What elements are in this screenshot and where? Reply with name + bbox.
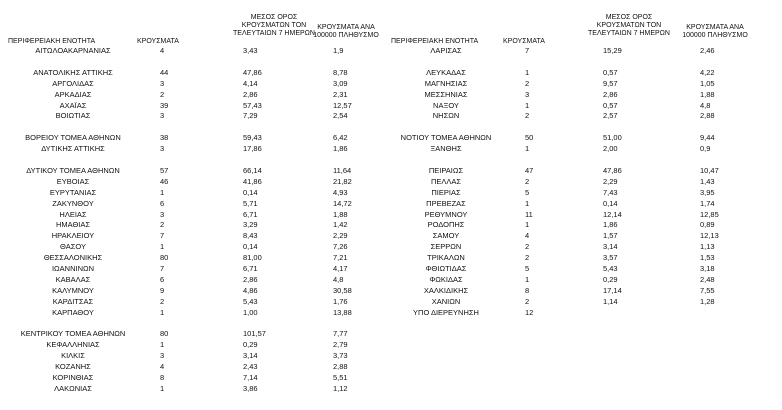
cases-value: 57 (160, 165, 169, 175)
cases-value: 2 (525, 242, 530, 252)
cases-value: 2 (160, 89, 165, 99)
cases-value: 8 (525, 285, 530, 295)
cases-value: 80 (160, 329, 169, 339)
avg-value: 17,86 (243, 144, 262, 154)
cases-value: 46 (160, 176, 169, 186)
per100k-value: 30,58 (333, 285, 352, 295)
unit-name: ΣΑΜΟΥ (432, 231, 460, 241)
cases-value: 7 (160, 264, 165, 273)
per100k-value: 5,51 (333, 373, 348, 382)
per100k-value: 2,46 (700, 46, 715, 55)
avg-value: 1,57 (603, 231, 618, 241)
header-avg: ΜΕΣΟΣ ΟΡΟΣ ΚΡΟΥΣΜΑΤΩΝ ΤΟΝ ΤΕΛΕΥΤΑΙΩΝ 7 ΗΜΕΡΩΝ (588, 14, 670, 37)
table-row (391, 210, 782, 220)
unit-name: ΤΡΙΚΑΛΩΝ (427, 253, 465, 263)
unit-name: ΝΟΤΙΟΥ ΤΟΜΕΑ ΑΘΗΝΩΝ (400, 133, 492, 143)
table-row (0, 373, 391, 383)
table-row (0, 340, 391, 350)
unit-name: ΝΑΞΟΥ (433, 100, 459, 110)
avg-value: 3,57 (603, 253, 618, 263)
table-row (0, 242, 391, 252)
avg-value: 7,14 (243, 373, 258, 382)
table-row (391, 144, 782, 154)
table-row (0, 210, 391, 220)
avg-value: 17,14 (603, 285, 622, 295)
avg-value: 47,86 (603, 165, 622, 175)
cases-value: 2 (160, 296, 165, 306)
table-row (0, 286, 391, 296)
avg-value: 2,29 (603, 176, 618, 186)
per100k-value: 3,18 (700, 264, 715, 273)
avg-value: 4,14 (243, 78, 258, 88)
cases-value: 2 (525, 78, 530, 88)
cases-value: 2 (525, 176, 530, 186)
per100k-value: 21,82 (333, 176, 352, 186)
per100k-value: 9,44 (700, 133, 715, 143)
avg-value: 3,43 (243, 46, 258, 55)
avg-value: 59,43 (243, 133, 262, 143)
cases-value: 3 (160, 144, 165, 154)
table-row (0, 166, 391, 176)
per100k-value: 1,13 (700, 242, 715, 252)
table-row (391, 242, 782, 252)
per100k-value: 1,74 (700, 198, 715, 208)
table-row (0, 264, 391, 274)
unit-name: ΒΟΙΩΤΙΑΣ (55, 111, 91, 121)
cases-value: 2 (525, 296, 530, 306)
per100k-value: 1,28 (700, 296, 715, 306)
avg-value: 4,86 (243, 285, 258, 295)
cases-value: 6 (160, 274, 165, 284)
per100k-value: 1,42 (333, 220, 348, 230)
unit-name: ΘΕΣΣΑΛΟΝΙΚΗΣ (43, 253, 103, 263)
unit-name: ΖΑΚΥΝΘΟΥ (52, 198, 94, 208)
avg-value: 6,71 (243, 264, 258, 273)
table-row (0, 362, 391, 372)
unit-name: ΙΩΑΝΝΙΝΩΝ (51, 264, 95, 273)
unit-name: ΑΡΚΑΔΙΑΣ (54, 89, 92, 99)
per100k-value: 2,29 (333, 231, 348, 241)
avg-value: 15,29 (603, 46, 622, 55)
avg-value: 3,29 (243, 220, 258, 230)
cases-value: 4 (160, 362, 165, 372)
table-row (391, 275, 782, 285)
unit-name: ΗΛΕΙΑΣ (59, 209, 87, 219)
cases-value: 1 (525, 144, 530, 154)
cases-value: 80 (160, 253, 169, 263)
unit-name: ΑΡΓΟΛΙΔΑΣ (52, 78, 94, 88)
per100k-value: 2,48 (700, 274, 715, 284)
per100k-value: 8,78 (333, 67, 348, 77)
unit-name: ΔΥΤΙΚΟΥ ΤΟΜΕΑ ΑΘΗΝΩΝ (26, 165, 120, 175)
table-row (0, 101, 391, 111)
table-row (0, 177, 391, 187)
unit-name: ΚΑΡΠΑΘΟΥ (52, 307, 94, 317)
table-row (0, 308, 391, 318)
table-row (391, 68, 782, 78)
avg-value: 66,14 (243, 165, 262, 175)
table-row (391, 188, 782, 198)
cases-value: 1 (525, 67, 530, 77)
per100k-value: 6,42 (333, 133, 348, 143)
table-row (391, 231, 782, 241)
header-cases: ΚΡΟΥΣΜΑΤΑ (503, 38, 545, 45)
unit-name: ΠΕΛΛΑΣ (430, 176, 462, 186)
cases-value: 7 (525, 46, 530, 55)
cases-value: 6 (160, 198, 165, 208)
table-row (0, 144, 391, 154)
unit-name: ΘΑΣΟΥ (60, 242, 86, 252)
avg-value: 0,14 (243, 242, 258, 252)
unit-name: ΕΥΒΟΙΑΣ (56, 176, 90, 186)
cases-value: 38 (160, 133, 169, 143)
table-row (0, 188, 391, 198)
table-row (391, 111, 782, 121)
cases-value: 2 (525, 111, 530, 121)
table-row (0, 275, 391, 285)
cases-value: 3 (525, 89, 530, 99)
cases-value: 1 (160, 340, 165, 350)
per100k-value: 7,21 (333, 253, 348, 263)
table-row (0, 351, 391, 361)
avg-value: 57,43 (243, 100, 262, 110)
per100k-value: 3,09 (333, 78, 348, 88)
avg-value: 2,57 (603, 111, 618, 121)
cases-value: 3 (160, 209, 165, 219)
cases-value: 39 (160, 100, 169, 110)
cases-value: 47 (525, 165, 534, 175)
per100k-value: 12,57 (333, 100, 352, 110)
per100k-value: 12,13 (700, 231, 719, 241)
cases-value: 2 (160, 220, 165, 230)
table-row (0, 199, 391, 209)
cases-value: 1 (160, 242, 165, 252)
header-unit: ΠΕΡΙΦΕΡΕΙΑΚΗ ΕΝΟΤΗΤΑ (391, 38, 479, 45)
table-row (391, 133, 782, 143)
cases-value: 8 (160, 373, 165, 382)
per100k-value: 1,9 (333, 46, 344, 55)
table-row (0, 220, 391, 230)
unit-name: ΚΟΡΙΝΘΙΑΣ (52, 373, 94, 382)
cases-value: 11 (525, 209, 533, 219)
per100k-value: 7,55 (700, 285, 715, 295)
per100k-value: 1,88 (700, 89, 715, 99)
cases-value: 5 (525, 264, 530, 273)
unit-name: ΕΥΡΥΤΑΝΙΑΣ (49, 187, 97, 197)
unit-name: ΥΠΟ ΔΙΕΡΕΥΝΗΣΗ (413, 307, 479, 317)
avg-value: 2,86 (603, 89, 618, 99)
table-row (391, 297, 782, 307)
unit-name: ΞΑΝΘΗΣ (430, 144, 462, 154)
avg-value: 3,14 (243, 351, 258, 361)
avg-value: 2,00 (603, 144, 618, 154)
unit-name: ΛΑΡΙΣΑΣ (430, 46, 462, 55)
per100k-value: 2,79 (333, 340, 348, 350)
cases-value: 3 (160, 111, 165, 121)
unit-name: ΑΝΑΤΟΛΙΚΗΣ ΑΤΤΙΚΗΣ (33, 67, 113, 77)
cases-value: 1 (525, 274, 530, 284)
table-row (0, 68, 391, 78)
unit-name: ΑΙΤΩΛΟΑΚΑΡΝΑΝΙΑΣ (35, 46, 111, 55)
cases-value: 3 (160, 78, 165, 88)
unit-name: ΣΕΡΡΩΝ (430, 242, 462, 252)
unit-name: ΚΑΛΥΜΝΟΥ (52, 285, 94, 295)
table-row (391, 101, 782, 111)
table-row (0, 384, 391, 394)
per100k-value: 0,89 (700, 220, 715, 230)
table-row (391, 220, 782, 230)
avg-value: 1,86 (603, 220, 618, 230)
cases-value: 12 (525, 307, 534, 317)
unit-name: ΠΡΕΒΕΖΑΣ (426, 198, 466, 208)
avg-value: 2,86 (243, 274, 258, 284)
cases-value: 5 (525, 187, 530, 197)
cases-value: 4 (160, 46, 165, 55)
avg-value: 2,43 (243, 362, 258, 372)
unit-name: ΛΑΚΩΝΙΑΣ (54, 383, 92, 393)
table-row (391, 308, 782, 318)
cases-value: 4 (525, 231, 530, 241)
table-row (0, 79, 391, 89)
avg-value: 12,14 (603, 209, 622, 219)
unit-name: ΚΕΝΤΡΙΚΟΥ ΤΟΜΕΑ ΑΘΗΝΩΝ (20, 329, 126, 339)
per100k-value: 1,12 (333, 383, 348, 393)
header-cases: ΚΡΟΥΣΜΑΤΑ (137, 38, 179, 45)
unit-name: ΝΗΣΩΝ (432, 111, 460, 121)
avg-value: 1,00 (243, 307, 258, 317)
avg-value: 0,57 (603, 100, 618, 110)
unit-name: ΗΡΑΚΛΕΙΟΥ (51, 231, 95, 241)
unit-name: ΠΕΙΡΑΙΩΣ (428, 165, 464, 175)
unit-name: ΒΟΡΕΙΟΥ ΤΟΜΕΑ ΑΘΗΝΩΝ (25, 133, 121, 143)
unit-name: ΧΑΝΙΩΝ (431, 296, 461, 306)
table-row (391, 253, 782, 263)
unit-name: ΚΟΖΑΝΗΣ (55, 362, 91, 372)
per100k-value: 2,88 (333, 362, 348, 372)
header-per100k: ΚΡΟΥΣΜΑΤΑ ΑΝΑ 100000 ΠΛΗΘΥΣΜΟ (682, 24, 748, 39)
per100k-value: 3,95 (700, 187, 715, 197)
avg-value: 1,14 (603, 296, 618, 306)
per100k-value: 1,88 (333, 209, 348, 219)
per100k-value: 4,22 (700, 67, 715, 77)
per100k-value: 1,53 (700, 253, 715, 263)
unit-name: ΜΕΣΣΗΝΙΑΣ (424, 89, 468, 99)
cases-value: 1 (525, 220, 530, 230)
per100k-value: 2,54 (333, 111, 348, 121)
cases-value: 1 (160, 383, 165, 393)
unit-name: ΠΙΕΡΙΑΣ (431, 187, 461, 197)
unit-name: ΚΙΛΚΙΣ (61, 351, 85, 361)
avg-value: 5,43 (243, 296, 258, 306)
per100k-value: 4,93 (333, 187, 348, 197)
table-row (391, 79, 782, 89)
avg-value: 0,29 (603, 274, 618, 284)
avg-value: 51,00 (603, 133, 622, 143)
per100k-value: 14,72 (333, 198, 352, 208)
per100k-value: 3,73 (333, 351, 348, 361)
avg-value: 5,71 (243, 198, 258, 208)
per100k-value: 4,8 (333, 274, 344, 284)
per100k-value: 1,05 (700, 78, 715, 88)
table-row (0, 329, 391, 339)
per100k-value: 2,88 (700, 111, 715, 121)
unit-name: ΦΘΙΩΤΙΔΑΣ (425, 264, 467, 273)
unit-name: ΚΑΡΔΙΤΣΑΣ (52, 296, 94, 306)
avg-value: 6,71 (243, 209, 258, 219)
avg-value: 0,14 (243, 187, 258, 197)
per100k-value: 2,31 (333, 89, 348, 99)
per100k-value: 13,88 (333, 307, 352, 317)
avg-value: 0,57 (603, 67, 618, 77)
avg-value: 0,14 (603, 198, 618, 208)
table-row (391, 90, 782, 100)
table-row (0, 90, 391, 100)
cases-value: 1 (525, 198, 530, 208)
avg-value: 81,00 (243, 253, 262, 263)
per100k-value: 7,77 (333, 329, 348, 339)
table-row (0, 231, 391, 241)
header-unit: ΠΕΡΙΦΕΡΕΙΑΚΗ ΕΝΟΤΗΤΑ (8, 38, 96, 45)
avg-value: 7,43 (603, 187, 618, 197)
table-row (0, 46, 391, 56)
per100k-value: 11,64 (333, 165, 352, 175)
avg-value: 3,14 (603, 242, 618, 252)
cases-value: 3 (160, 351, 165, 361)
cases-value: 1 (160, 307, 165, 317)
avg-value: 47,86 (243, 67, 262, 77)
per100k-value: 12,85 (700, 209, 719, 219)
avg-value: 2,86 (243, 89, 258, 99)
unit-name: ΡΕΘΥΜΝΟΥ (424, 209, 468, 219)
avg-value: 8,43 (243, 231, 258, 241)
cases-value: 1 (160, 187, 165, 197)
cases-value: 50 (525, 133, 534, 143)
cases-value: 44 (160, 67, 169, 77)
per100k-value: 0,9 (700, 144, 711, 154)
unit-name: ΑΧΑΪΑΣ (59, 100, 87, 110)
avg-value: 5,43 (603, 264, 618, 273)
per100k-value: 7,26 (333, 242, 348, 252)
table-row (0, 133, 391, 143)
table-row (391, 166, 782, 176)
table-row (391, 264, 782, 274)
unit-name: ΚΕΦΑΛΛΗΝΙΑΣ (46, 340, 100, 350)
unit-name: ΛΕΥΚΑΔΑΣ (426, 67, 466, 77)
avg-value: 7,29 (243, 111, 258, 121)
unit-name: ΗΜΑΘΙΑΣ (55, 220, 91, 230)
unit-name: ΔΥΤΙΚΗΣ ΑΤΤΙΚΗΣ (41, 144, 105, 154)
avg-value: 3,86 (243, 383, 258, 393)
header-per100k: ΚΡΟΥΣΜΑΤΑ ΑΝΑ 100000 ΠΛΗΘΥΣΜΟ (313, 24, 379, 39)
unit-name: ΦΩΚΙΔΑΣ (429, 274, 463, 284)
per100k-value: 1,86 (333, 144, 348, 154)
table-row (391, 199, 782, 209)
per100k-value: 10,47 (700, 165, 719, 175)
per100k-value: 4,17 (333, 264, 348, 273)
table-row (391, 46, 782, 56)
cases-value: 9 (160, 285, 165, 295)
header-avg: ΜΕΣΟΣ ΟΡΟΣ ΚΡΟΥΣΜΑΤΩΝ ΤΟΝ ΤΕΛΕΥΤΑΙΩΝ 7 ΗΜΕΡΩΝ (233, 14, 315, 37)
unit-name: ΚΑΒΑΛΑΣ (55, 274, 91, 284)
cases-value: 7 (160, 231, 165, 241)
table-row (0, 253, 391, 263)
table-row (0, 111, 391, 121)
avg-value: 9,57 (603, 78, 618, 88)
avg-value: 0,29 (243, 340, 258, 350)
table-row (391, 286, 782, 296)
avg-value: 101,57 (243, 329, 266, 339)
unit-name: ΜΑΓΝΗΣΙΑΣ (424, 78, 468, 88)
per100k-value: 4,8 (700, 100, 711, 110)
unit-name: ΧΑΛΚΙΔΙΚΗΣ (423, 285, 469, 295)
avg-value: 41,86 (243, 176, 262, 186)
per100k-value: 1,43 (700, 176, 715, 186)
cases-value: 1 (525, 100, 530, 110)
unit-name: ΡΟΔΟΠΗΣ (427, 220, 465, 230)
cases-value: 2 (525, 253, 530, 263)
per100k-value: 1,76 (333, 296, 348, 306)
table-row (391, 177, 782, 187)
table-row (0, 297, 391, 307)
